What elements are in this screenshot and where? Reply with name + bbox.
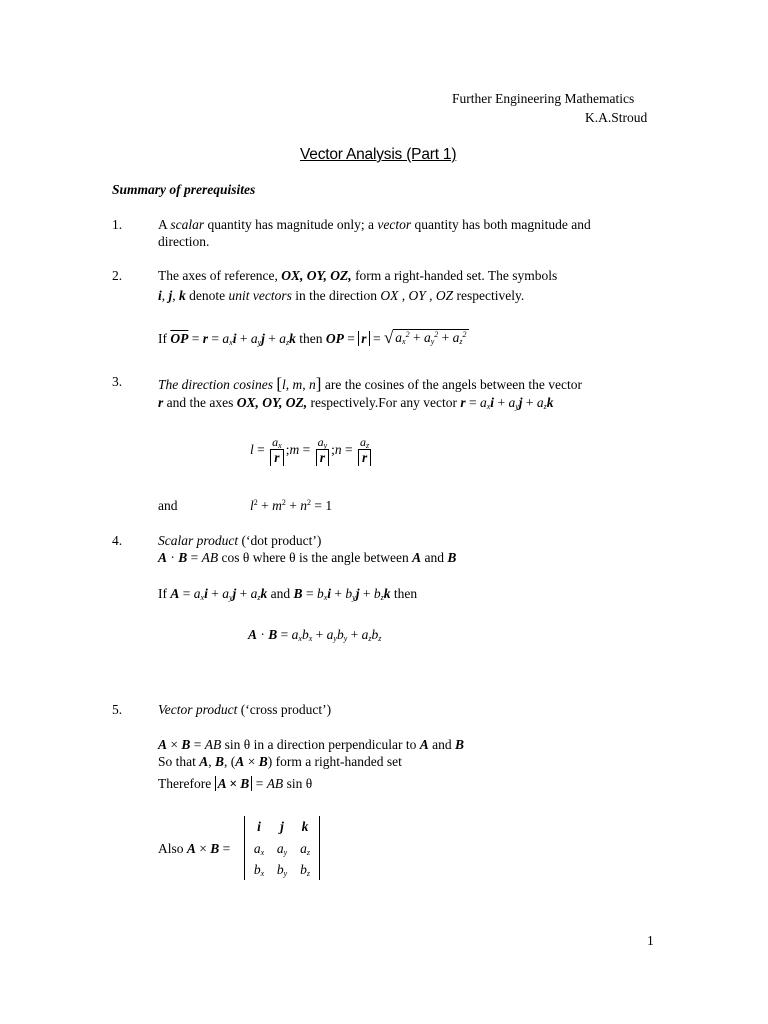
item-1-line-2: direction. bbox=[158, 234, 210, 249]
book-title: Further Engineering Mathematics bbox=[452, 91, 635, 106]
item-5-line-5: Also A × B = bbox=[158, 841, 231, 856]
item-4-line-1: Scalar product (‘dot product’) bbox=[158, 533, 322, 548]
dot-product-formula: $A \cdot B = a_xb_x + a_yb_y + a_zb_z$ bbox=[248, 627, 382, 643]
page-title: Vector Analysis (Part 1) bbox=[300, 146, 457, 163]
det-r3c2: $b_y$ bbox=[276, 862, 288, 878]
page-number: 1 bbox=[647, 933, 654, 948]
det-r3c3: $b_z$ bbox=[300, 862, 310, 878]
item-number-3: 3. bbox=[112, 374, 123, 389]
item-2-formula: If $\overline{OP} = r = a_xi + a_yj + a_zk$ then OP = r = √ $a_x^2 + a_y^2 + a_z^2$ bbox=[158, 328, 467, 348]
item-2-line-1: The axes of reference, OX, OY, OZ, form a right-handed set. The symbols bbox=[158, 268, 558, 283]
item-number-5: 5. bbox=[112, 702, 123, 717]
item-5-line-1: Vector product (‘cross product’) bbox=[158, 702, 332, 717]
item-number-2: 2. bbox=[112, 268, 123, 283]
item-number-1: 1. bbox=[112, 217, 123, 232]
det-r2c1: $a_x$ bbox=[253, 841, 265, 857]
det-r1c2: j bbox=[280, 819, 284, 834]
det-r3c1: $b_x$ bbox=[253, 862, 265, 878]
item-3-line-2: r and the axes OX, OY, OZ, respectively.For any vector $r = a_xi + a_yj + a_zk$ bbox=[158, 395, 554, 411]
cross-product-determinant bbox=[244, 816, 320, 880]
author: K.A.Stroud bbox=[585, 110, 648, 125]
item-4-line-2: A · B = AB cos θ where θ is the angle between A and B bbox=[158, 550, 457, 565]
item-1-line-1: A scalar quantity has magnitude only; a vector quantity has both magnitude and bbox=[158, 217, 591, 232]
det-r1c3: k bbox=[301, 819, 309, 834]
item-5-line-2: A × B = AB sin θ in a direction perpendicular to A and B bbox=[158, 737, 464, 752]
item-4-line-3: If $A = a_xi + a_yj + a_zk$ and $B = b_xi + b_yj + b_zk$ then bbox=[158, 586, 418, 602]
item-5-line-3: So that A, B, (A × B) form a right-handed set bbox=[158, 754, 402, 769]
item-number-4: 4. bbox=[112, 533, 123, 548]
and-label: and bbox=[158, 498, 178, 513]
det-r2c3: $a_z$ bbox=[300, 841, 310, 857]
cosine-identity: $l^2 + m^2 + n^2 = 1$ bbox=[250, 498, 333, 513]
item-5-line-4: Therefore A × B = AB sin θ bbox=[158, 776, 313, 791]
direction-cosine-formulas: l = $\frac{a_x}{r}$ ;m = $\frac{a_y}{r}$ ;n = $\frac{a_z}{r}$ bbox=[250, 436, 373, 466]
det-r2c2: $a_y$ bbox=[276, 841, 288, 857]
det-r1c1: i bbox=[257, 819, 261, 834]
item-3-line-1: The direction cosines [l, m, n] are the cosines of the angels between the vector bbox=[158, 374, 582, 393]
item-2-line-2: i, j, k denote unit vectors in the direction OX , OY , OZ respectively. bbox=[158, 288, 525, 303]
section-subtitle: Summary of prerequisites bbox=[112, 182, 256, 197]
